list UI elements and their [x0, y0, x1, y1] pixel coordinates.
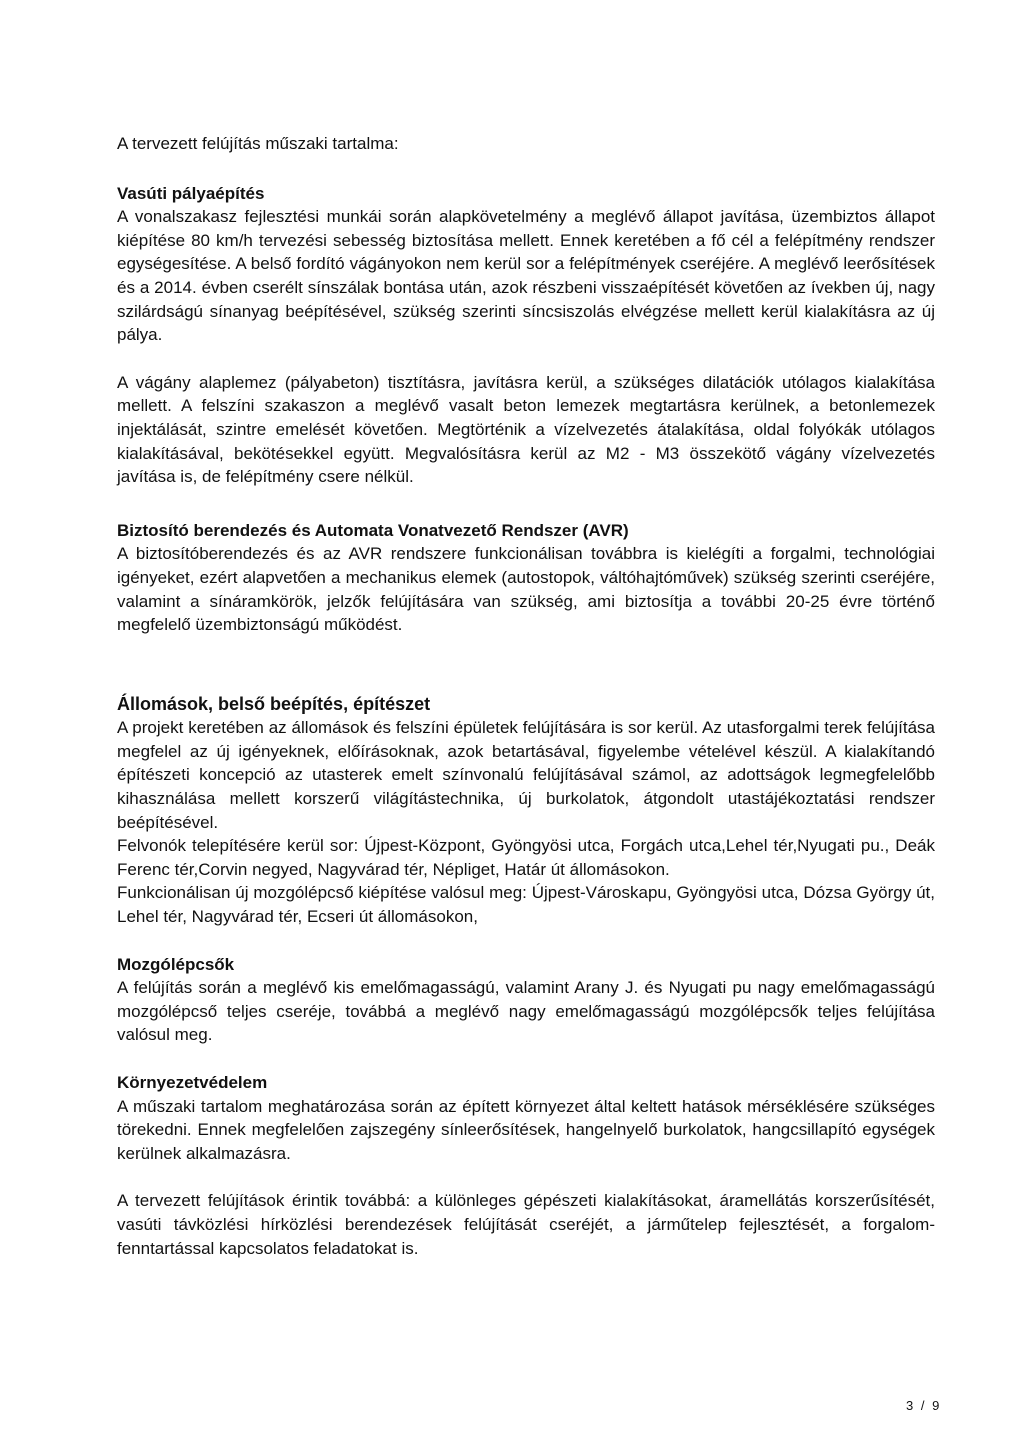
paragraph: Funkcionálisan új mozgólépcső kiépítése valósul meg: Újpest-Városkapu, Gyöngyösi utca, Dózsa György út, Lehel tér, Nagyvárad tér, Ecseri út állomásokon,	[117, 883, 935, 927]
section-heading: Vasúti pályaépítés	[117, 183, 265, 203]
paragraph: A vágány alaplemez (pályabeton) tisztításra, javításra kerül, a szükséges dilatációk utólagos kialakítása mellett. A felszíni szakaszon a meglévő vasalt beton lemezek megtartásra kerülnek, a betonlemezek injektálását, szintre emelését követően. Megtörténik a vízelvezetés átalakítása, oldal folyókák utólagos kialakításával, bekötésekkel együtt. Megvalósításra kerül az M2 - M3 összekötő vágány vízelvezetés javítása is, de felépítmény csere nélkül.	[117, 372, 935, 487]
paragraph: A biztosítóberendezés és az AVR rendszere funkcionálisan továbbra is kielégíti a forgalmi, technológiai igényeket, ezért alapvetően a mechanikus elemek (autostopok, váltóhajtóművek) szükség szerinti cseréjére, valamint a sínáramkörök, jelzők felújítására van szükség, ami biztosítja a további 20-25 évre történő megfelelő üzembiztonságú működést.	[117, 544, 935, 635]
section-railway-track	[117, 182, 935, 489]
paragraph: A műszaki tartalom meghatározása során az épített környezet által keltett hatások mérséklésére szükséges törekedni. Ennek megfelelően zajszegény sínleerősítések, hangelnyelő burkolatok, hangcsillapító egységek kerülnek alkalmazásra.	[117, 1096, 935, 1163]
document-page	[117, 132, 935, 1260]
page-number: 3 / 9	[906, 1398, 942, 1413]
paragraph: A projekt keretében az állomások és felszíni épületek felújítására is sor kerül. Az utasforgalmi terek felújítása megfelel az új igényeknek, előírásoknak, azok betartásával, figyelembe vételével készül. A kialakítandó építészeti koncepció az utasterek emelt színvonalú felújításával számol, az adottságok legmegfelelőbb kihasználása mellett korszerű világítástechnika, új burkolatok, átgondolt utastájékoztatási rendszer beépítésével.	[117, 718, 935, 832]
section-heading: Biztosító berendezés és Automata Vonatvezető Rendszer (AVR)	[117, 520, 629, 540]
closing-paragraph: A tervezett felújítások érintik továbbá: a különleges gépészeti kialakításokat, áramellátás korszerűsítését, vasúti távközlési hírközlési berendezések felújítását cseréjét, a járműtelep fejlesztését, a forgalom-fenntartással kapcsolatos feladatokat is.	[117, 1191, 935, 1258]
section-environment	[117, 1071, 935, 1165]
paragraph: Felvonók telepítésére kerül sor: Újpest-Központ, Gyöngyösi utca, Forgách utca,Lehel tér,Nyugati pu., Deák Ferenc tér,Corvin negyed, Nagyvárad tér, Népliget, Határ út állomásokon.	[117, 836, 935, 879]
section-heading: Környezetvédelem	[117, 1073, 268, 1092]
section-signalling-avr	[117, 519, 935, 637]
paragraph: A felújítás során a meglévő kis emelőmagasságú, valamint Arany J. és Nyugati pu nagy emelőmagasságú mozgólépcső teljes cseréje, továbbá a meglévő nagy emelőmagasságú mozgólépcsők teljes felújítása valósul meg.	[117, 978, 935, 1045]
document-title: A tervezett felújítás műszaki tartalma:	[117, 134, 399, 153]
section-heading: Mozgólépcsők	[117, 954, 235, 974]
section-escalators	[117, 953, 935, 1047]
paragraph: A vonalszakasz fejlesztési munkái során alapkövetelmény a meglévő állapot javítása, üzembiztos állapot kiépítése 80 km/h tervezési sebesség biztosítása mellett. Ennek keretében a fő cél a felépítmény rendszer egységesítése. A belső fordító vágányokon nem kerül sor a felépítmények cseréjére. A meglévő leerősítések és a 2014. évben cserélt sínszálak bontása után, azok részbeni visszaépítését követően az ívekben új, nagy szilárdságú sínanyag beépítésével, szükség szerinti síncsiszolás elvégzése mellett kerül kialakításra az új pálya.	[117, 207, 935, 345]
section-heading: Állomások, belső beépítés, építészet	[117, 693, 431, 714]
section-stations	[117, 693, 935, 929]
